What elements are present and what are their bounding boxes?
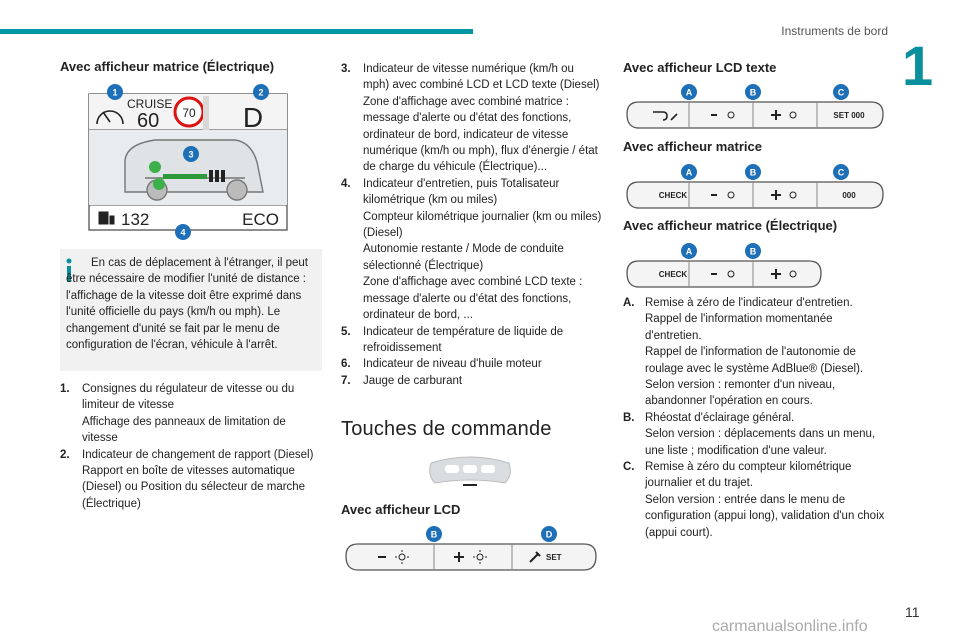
- lcd-control-bar: [342, 524, 600, 574]
- heading-lcd-text: Avec afficheur LCD texte: [623, 60, 777, 75]
- svg-text:A: A: [685, 246, 693, 257]
- callout-2: [253, 84, 269, 100]
- svg-text:2: 2: [258, 87, 264, 98]
- left-list: [60, 381, 322, 512]
- right-list: [623, 295, 885, 541]
- badge-c: [833, 84, 849, 100]
- cruise-speed: 60: [137, 110, 160, 132]
- list-item: 6. Indicateur de niveau d'huile moteur: [341, 358, 542, 371]
- steering-controls-icon: [425, 453, 515, 489]
- list-item: B. Rhéostat d'éclairage général. Selon version : déplacements dans un menu, une liste ; modification d'une valeur.: [623, 411, 876, 457]
- svg-text:3: 3: [188, 149, 194, 160]
- lcd-text-control-bar: [623, 82, 885, 132]
- list-item: A. Remise à zéro de l'indicateur d'entretien. Rappel de l'information momentanée d'entretien. Rappel de l'information de l'autonomie de roulage avec le système AdBlue® (Diesel). Selon version : remonter d'un niveau, abandonner l'opération en cours.: [623, 297, 864, 408]
- svg-text:1: 1: [112, 87, 118, 98]
- trip-000-label: 000: [842, 191, 856, 200]
- instrument-cluster-illustration: [85, 82, 293, 240]
- svg-text:B: B: [749, 167, 757, 178]
- svg-text:C: C: [837, 87, 845, 98]
- section-title: Instruments de bord: [781, 24, 888, 38]
- heading-lcd: Avec afficheur LCD: [341, 502, 461, 517]
- badge-b: [745, 164, 761, 180]
- set-label: SET: [546, 553, 562, 562]
- svg-text:C: C: [837, 167, 845, 178]
- list-item: C. Remise à zéro du compteur kilométrique journalier et du trajet. Selon version : entrée dans le menu de configuration (appui long), validation d'un choix (appui court).: [623, 461, 885, 539]
- cruise-label: CRUISE: [127, 97, 173, 111]
- callout-1: [107, 84, 123, 100]
- svg-text:A: A: [685, 87, 693, 98]
- badge-b: [745, 84, 761, 100]
- list-item: 5. Indicateur de température de liquide de refroidissement: [341, 325, 564, 354]
- heading-matrix: Avec afficheur matrice: [623, 139, 762, 154]
- svg-text:A: A: [685, 167, 693, 178]
- drive-mode: ECO: [242, 210, 279, 229]
- matrix-control-bar: [623, 162, 885, 212]
- badge-b: [426, 526, 442, 542]
- gear-indicator: D: [242, 102, 264, 133]
- heading-matrix-electric-right: Avec afficheur matrice (Électrique): [623, 218, 838, 233]
- list-item: 4. Indicateur d'entretien, puis Totalisateur kilométrique (km ou miles) Compteur kilométrique journalier (km ou miles) (Diesel) Autonomie restante / Mode de conduite sélectionné (Électrique) Zone d'affichage avec combiné LCD texte : message d'alerte ou d'état des fonctions, ordinateur de bord, ...: [341, 177, 602, 322]
- list-item: 3. Indicateur de vitesse numérique (km/h ou mph) avec combiné LCD et LCD texte (Diesel) Zone d'affichage avec combiné matrice : message d'alerte ou d'état des fonctions, ordinateur de bord, indicateur de vitesse numérique (km/h ou mph), flux d'énergie / état de charge du véhicule (Électrique)...: [341, 63, 600, 174]
- header-accent-bar: [0, 29, 473, 34]
- list-item: 2. Indicateur de changement de rapport (Diesel) Rapport en boîte de vitesses automatique (Diesel) ou Position du sélecteur de marche (Électrique): [60, 448, 314, 510]
- check-label: CHECK: [658, 191, 688, 200]
- list-item: 1. Consignes du régulateur de vitesse ou du limiteur de vitesse Affichage des panneaux de limitation de vitesse: [60, 383, 295, 445]
- callout-4: [175, 224, 191, 240]
- badge-a: [681, 84, 697, 100]
- section-heading-controls: Touches de commande: [341, 418, 552, 440]
- check-label: CHECK: [658, 270, 688, 279]
- watermark: carmanualsonline.info: [712, 618, 868, 635]
- svg-text:D: D: [545, 529, 553, 540]
- badge-a: [681, 164, 697, 180]
- heading-matrix-electric: Avec afficheur matrice (Électrique): [60, 59, 275, 74]
- svg-text:B: B: [430, 529, 438, 540]
- badge-b: [745, 243, 761, 259]
- callout-3: [183, 146, 199, 162]
- badge-a: [681, 243, 697, 259]
- badge-d: [541, 526, 557, 542]
- page-number: 11: [905, 604, 920, 620]
- set-000-label: SET 000: [833, 111, 865, 120]
- speed-limit-value: 70: [182, 106, 196, 120]
- badge-c: [833, 164, 849, 180]
- matrix-electric-control-bar: [623, 241, 823, 291]
- svg-text:B: B: [749, 246, 757, 257]
- chapter-number: 1: [902, 34, 934, 97]
- middle-list: [341, 61, 603, 389]
- list-item: 7. Jauge de carburant: [341, 374, 463, 387]
- range-value: 132: [121, 210, 150, 229]
- svg-text:B: B: [749, 87, 757, 98]
- svg-text:4: 4: [180, 227, 186, 238]
- info-text: En cas de déplacement à l'étranger, il peut être nécessaire de modifier l'unité de distance : l'affichage de la vitesse doit être exprimé dans l'unité officielle du pays (km/h ou mph). Le changement d'unité se fait par le menu de configuration de l'écran, véhicule à l'arrêt.: [66, 257, 309, 352]
